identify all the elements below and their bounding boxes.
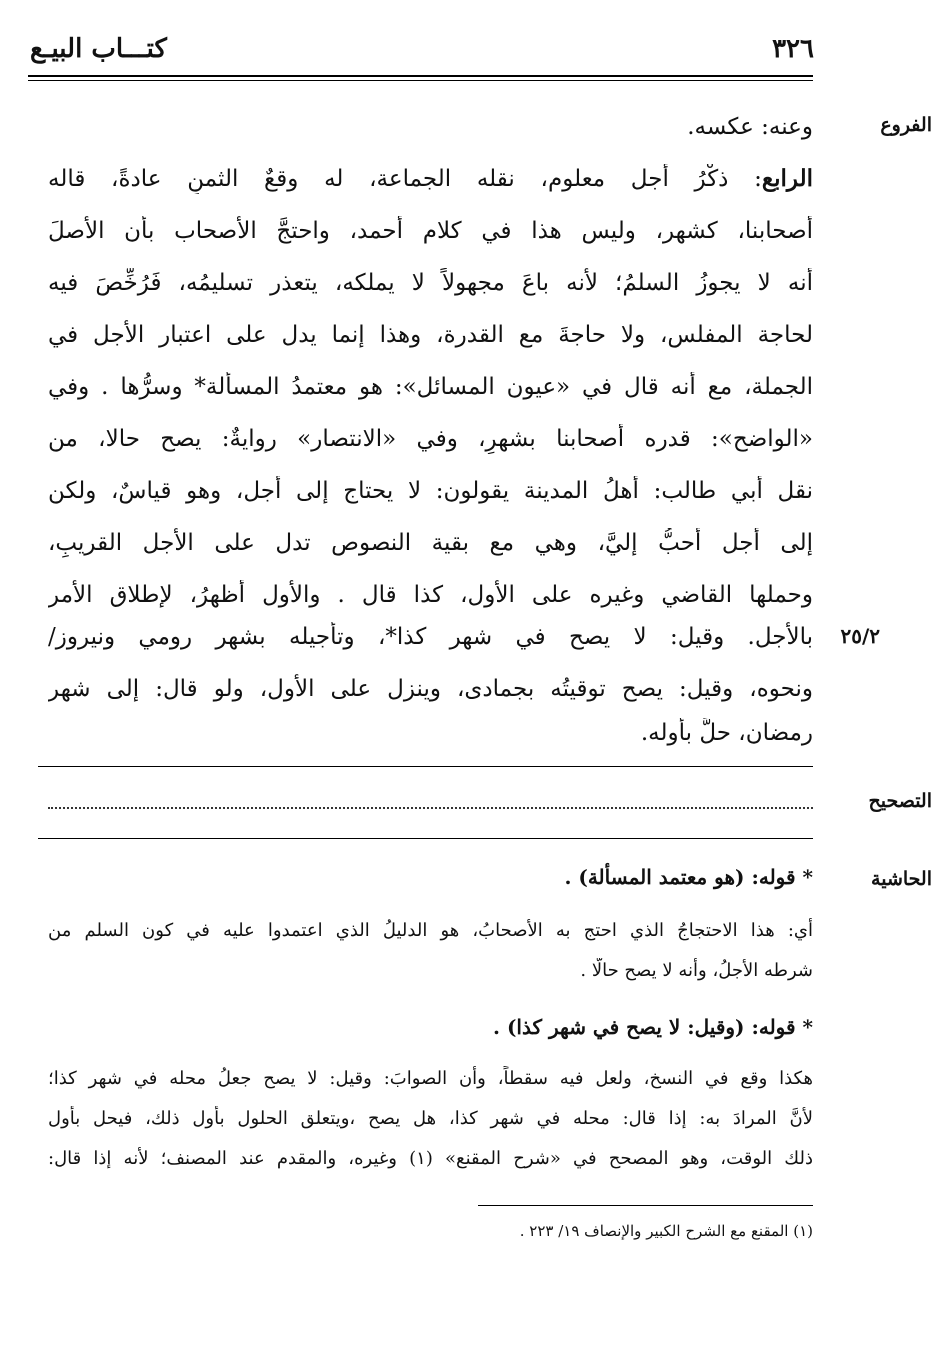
section-rule-1 [38,766,813,767]
hashiya-line-4: لأنَّ المرادَ به: إذا قال: محله في شهر كذا، هل يصح ،ويتعلق الحلول بأول ذلك، فيحل بأول [48,1108,813,1129]
furu-line-1: وعنه: عكسه. [687,114,813,140]
section-rule-2 [38,838,813,839]
hashiya-line-5: ذلك الوقت، وهو المصحح في «شرح المقنع» (١) وغيره، والمقدم عند المصنف؛ لأنه إذا قال: [48,1148,813,1169]
furu-line-12: ونحوه، وقيل: يصح توقيتُه بجمادى، وينزل على الأول، ولو قال: إلى شهر [48,676,813,702]
section-label-furu: الفروع [880,114,932,136]
furu-line-10: وحملها القاضي وغيره على الأول، كذا قال . والأول أظهرُ، لإطلاق الأمر [48,582,813,608]
hashiya-quote-2: * قوله: (وقيل: لا يصح في شهر كذا) . [493,1015,813,1039]
running-title: كتـــاب البيـع [30,34,167,64]
bold-term: الرابع [761,165,813,192]
section-label-tashih: التصحيح [868,790,932,812]
furu-line-11: بالأجل. وقيل: لا يصح في شهر كذا*، وتأجيله بشهر رومي ونيروز/ [48,624,813,650]
margin-reference: ٢٥/٢ [840,624,880,648]
furu-line-2 [48,164,813,194]
page-number: ٣٢٦ [772,34,814,64]
footnote-rule [478,1205,813,1206]
header-rule [28,75,813,77]
hashiya-line-3: هكذا وقع في النسخ، ولعل فيه سقطاً، وأن الصوابَ: وقيل: لا يصح جعلُ محله في شهر كذا؛ [48,1068,813,1089]
section-label-hashiya: الحاشية [871,868,932,890]
furu-line-8: نقل أبي طالب: أهلُ المدينة يقولون: لا يحتاج إلى أجل، وهو قياسٌ، ولكن [48,478,813,504]
furu-line-13: رمضان، حلَّ بأوله. [640,720,813,746]
footnote: (١) المقنع مع الشرح الكبير والإنصاف ١٩/ ٢٢٣ . [519,1222,813,1240]
furu-line-4: أنه لا يجوزُ السلمُ؛ لأنه باعَ مجهولاً لا يملكه، يتعذر تسليمُه، فَرُخِّصَ فيه [48,270,813,296]
tashih-dotted-line [48,793,813,809]
header-rule-thin [28,80,813,81]
hashiya-quote-1: * قوله: (هو معتمد المسألة) . [564,865,813,889]
furu-line-3: أصحابنا، كشهر، وليس هذا في كلام أحمد، واحتجَّ الأصحاب بأن الأصلَ [48,218,813,244]
furu-line-2-rest: : ذكْرُ أجل معلوم، نقله الجماعة، له وقعٌ الثمنِ عادةً، قاله [48,166,762,192]
hashiya-line-2: شرطه الأجلُ، وأنه لا يصح حالًّا . [580,960,813,981]
furu-line-9: إلى أجل أحبُّ إليَّ، وهي مع بقية النصوص تدل على الأجل القريبِ، [48,530,813,556]
furu-line-6: الجملة، مع أنه قال في «عيون المسائل»: هو معتمدُ المسألة* وسرُّها . وفي [48,374,813,400]
furu-line-7: «الواضح»: قدره أصحابنا بشهرٍ، وفي «الانتصار» روايةٌ: يصح حالا، من [48,426,813,452]
furu-line-5: لحاجة المفلس، ولا حاجةَ مع القدرة، وهذا إنما يدل على اعتبار الأجل في [48,322,813,348]
hashiya-line-1: أي: هذا الاحتجاجُ الذي احتج به الأصحابُ، هو الدليلُ الذي اعتمدوا عليه في كون السلم من [48,920,813,941]
